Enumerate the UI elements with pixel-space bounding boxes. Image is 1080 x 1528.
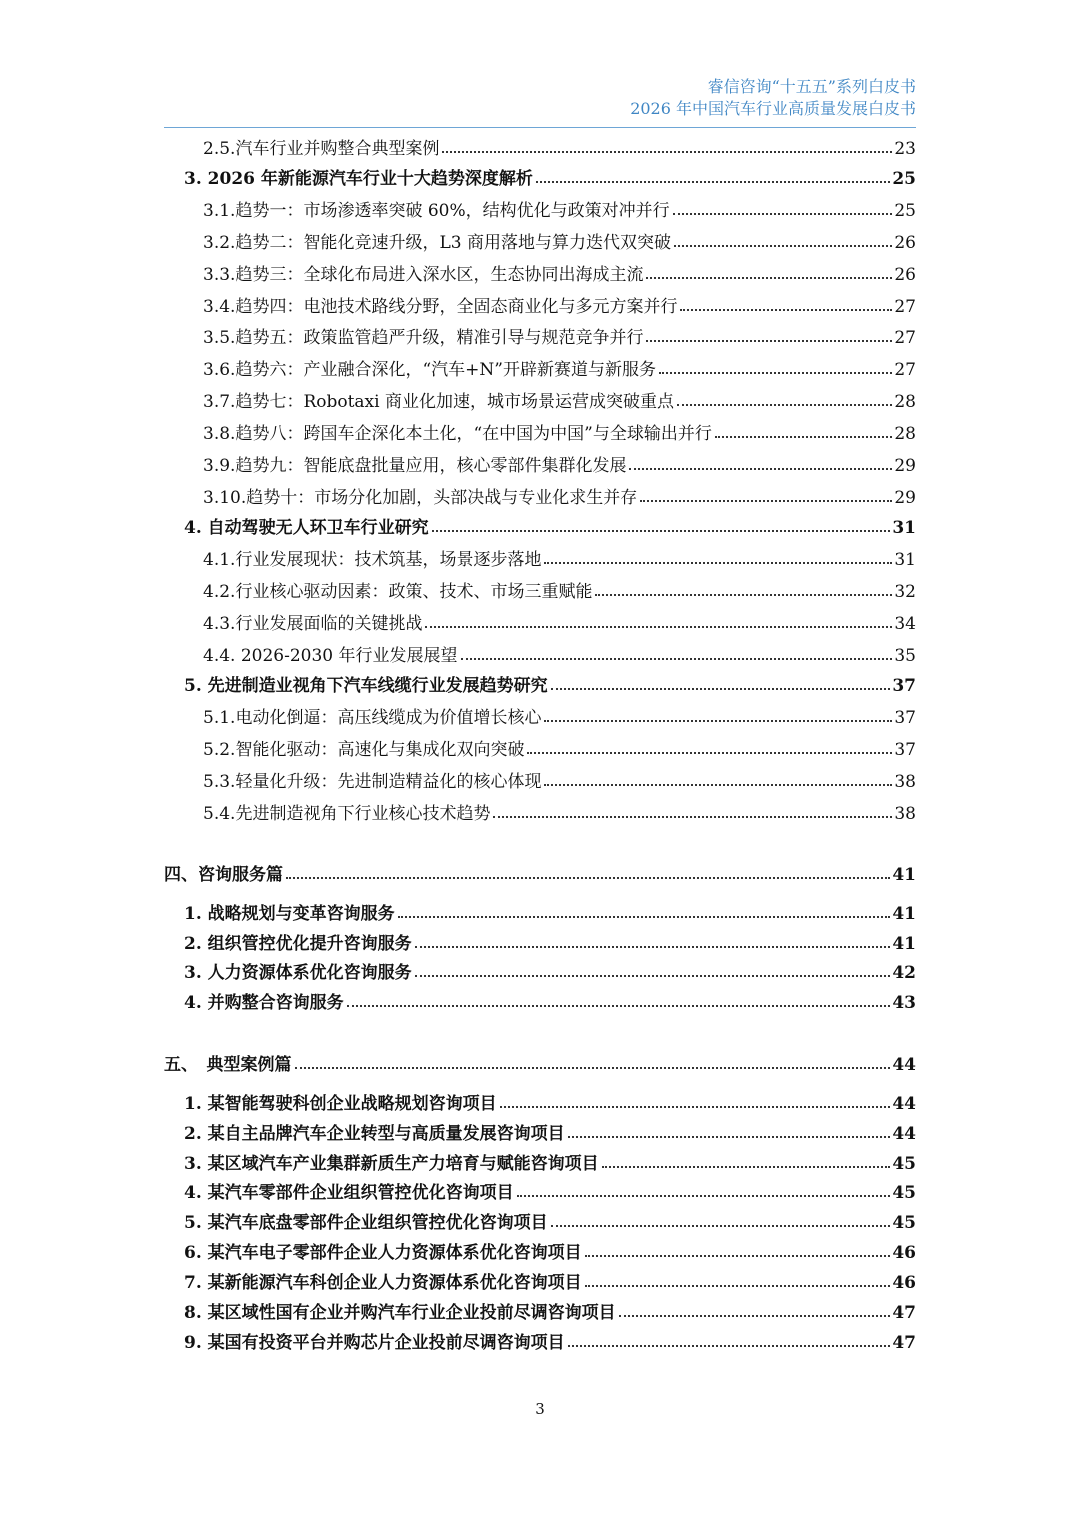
toc-entry[interactable] bbox=[203, 450, 916, 476]
header-rule bbox=[164, 127, 916, 128]
toc-dot-leader bbox=[415, 946, 891, 948]
toc-entry-page: 44 bbox=[892, 1124, 916, 1144]
toc-entry-page: 41 bbox=[892, 904, 916, 924]
toc-dot-leader bbox=[659, 372, 892, 374]
toc-entry-title: 3.5.趋势五：政策监管趋严升级，精准引导与规范竞争并行 bbox=[203, 328, 644, 348]
toc-entry-page: 47 bbox=[892, 1333, 916, 1353]
toc-dot-leader bbox=[442, 151, 892, 153]
toc-entry-page: 26 bbox=[894, 265, 916, 285]
toc-entry-page: 45 bbox=[892, 1213, 916, 1233]
toc-entry-title: 4. 自动驾驶无人环卫车行业研究 bbox=[184, 518, 429, 538]
toc-entry[interactable] bbox=[203, 766, 916, 792]
toc-entry-page: 45 bbox=[892, 1183, 916, 1203]
toc-entry[interactable] bbox=[184, 1327, 916, 1353]
toc-dot-leader bbox=[551, 688, 891, 690]
toc-dot-leader bbox=[286, 877, 890, 879]
toc-entry-page: 46 bbox=[892, 1243, 916, 1263]
toc-entry-title: 3.4.趋势四：电池技术路线分野，全固态商业化与多元方案并行 bbox=[203, 297, 678, 317]
toc-entry[interactable] bbox=[184, 957, 916, 983]
toc-entry[interactable] bbox=[203, 544, 916, 570]
toc-entry-title: 5. 某汽车底盘零部件企业组织管控优化咨询项目 bbox=[184, 1213, 548, 1233]
toc-entry-title: 5. 先进制造业视角下汽车线缆行业发展趋势研究 bbox=[184, 676, 548, 696]
toc-entry-page: 28 bbox=[894, 392, 916, 412]
toc-entry[interactable] bbox=[184, 512, 916, 538]
toc-entry-title: 3.2.趋势二：智能化竞速升级，L3 商用落地与算力迭代双突破 bbox=[203, 233, 671, 253]
toc-entry-page: 38 bbox=[894, 804, 916, 824]
toc-entry-page: 41 bbox=[892, 934, 916, 954]
toc-entry[interactable] bbox=[203, 608, 916, 634]
toc-entry-title: 3.9.趋势九：智能底盘批量应用，核心零部件集群化发展 bbox=[203, 456, 627, 476]
toc-entry[interactable] bbox=[203, 734, 916, 760]
toc-entry-page: 28 bbox=[894, 424, 916, 444]
toc-entry-page: 37 bbox=[892, 676, 916, 696]
toc-entry[interactable] bbox=[184, 1207, 916, 1233]
toc-dot-leader bbox=[673, 213, 893, 215]
toc-entry-page: 27 bbox=[894, 360, 916, 380]
toc-entry[interactable] bbox=[203, 259, 916, 285]
toc-dot-leader bbox=[568, 1345, 891, 1347]
toc-dot-leader bbox=[425, 626, 892, 628]
toc-entry[interactable] bbox=[203, 291, 916, 317]
toc-dot-leader bbox=[646, 277, 892, 279]
toc-dot-leader bbox=[398, 916, 891, 918]
toc-entry-title: 2. 某自主品牌汽车企业转型与高质量发展咨询项目 bbox=[184, 1124, 565, 1144]
toc-entry[interactable] bbox=[203, 418, 916, 444]
toc-entry[interactable] bbox=[184, 1267, 916, 1293]
toc-entry-title: 8. 某区域性国有企业并购汽车行业企业投前尽调咨询项目 bbox=[184, 1303, 616, 1323]
toc-dot-leader bbox=[602, 1166, 891, 1168]
toc-dot-leader bbox=[517, 1195, 891, 1197]
toc-entry-title: 3.3.趋势三：全球化布局进入深水区，生态协同出海成主流 bbox=[203, 265, 644, 285]
toc-entry[interactable] bbox=[184, 670, 916, 696]
toc-entry-page: 26 bbox=[894, 233, 916, 253]
toc-entry-title: 四、咨询服务篇 bbox=[164, 865, 283, 885]
toc-entry-page: 29 bbox=[894, 456, 916, 476]
toc-entry[interactable] bbox=[164, 859, 916, 885]
toc-entry[interactable] bbox=[203, 354, 916, 380]
toc-entry[interactable] bbox=[203, 322, 916, 348]
toc-entry-title: 3.8.趋势八：跨国车企深化本土化，“在中国为中国”与全球输出并行 bbox=[203, 424, 712, 444]
toc-dot-leader bbox=[347, 1005, 891, 1007]
toc-entry-title: 3. 某区域汽车产业集群新质生产力培育与赋能咨询项目 bbox=[184, 1154, 599, 1174]
toc-entry[interactable] bbox=[184, 1297, 916, 1323]
toc-entry-title: 1. 某智能驾驶科创企业战略规划咨询项目 bbox=[184, 1094, 497, 1114]
toc-entry-title: 3. 2026 年新能源汽车行业十大趋势深度解析 bbox=[184, 169, 533, 189]
toc-entry-page: 43 bbox=[892, 993, 916, 1013]
toc-entry-page: 45 bbox=[892, 1154, 916, 1174]
toc-entry-title: 4. 并购整合咨询服务 bbox=[184, 993, 344, 1013]
toc-entry-title: 4.3.行业发展面临的关键挑战 bbox=[203, 614, 423, 634]
toc-entry[interactable] bbox=[184, 1177, 916, 1203]
toc-dot-leader bbox=[500, 1106, 891, 1108]
toc-entry-page: 37 bbox=[894, 708, 916, 728]
toc-entry[interactable] bbox=[184, 163, 916, 189]
toc-entry-title: 3.7.趋势七：Robotaxi 商业化加速，城市场景运营成突破重点 bbox=[203, 392, 674, 412]
toc-entry[interactable] bbox=[184, 1148, 916, 1174]
toc-dot-leader bbox=[715, 436, 893, 438]
toc-entry-title: 五、 典型案例篇 bbox=[164, 1055, 292, 1075]
toc-dot-leader bbox=[493, 816, 892, 818]
toc-entry-page: 46 bbox=[892, 1273, 916, 1293]
toc-entry[interactable] bbox=[184, 898, 916, 924]
toc-entry[interactable] bbox=[184, 928, 916, 954]
toc-entry-title: 6. 某汽车电子零部件企业人力资源体系优化咨询项目 bbox=[184, 1243, 582, 1263]
toc-entry-title: 4. 某汽车零部件企业组织管控优化咨询项目 bbox=[184, 1183, 514, 1203]
toc-entry[interactable] bbox=[203, 576, 916, 602]
toc-dot-leader bbox=[629, 468, 892, 470]
toc-entry-title: 9. 某国有投资平台并购芯片企业投前尽调咨询项目 bbox=[184, 1333, 565, 1353]
toc-entry[interactable] bbox=[203, 482, 916, 508]
toc-entry-page: 25 bbox=[892, 169, 916, 189]
toc-dot-leader bbox=[640, 500, 892, 502]
toc-dot-leader bbox=[619, 1315, 891, 1317]
toc-dot-leader bbox=[595, 594, 892, 596]
toc-entry-page: 27 bbox=[894, 297, 916, 317]
toc-entry[interactable] bbox=[184, 1118, 916, 1144]
toc-dot-leader bbox=[544, 784, 892, 786]
header-report-title: 2026 年中国汽车行业高质量发展白皮书 bbox=[630, 99, 916, 118]
toc-dot-leader bbox=[568, 1136, 891, 1138]
toc-entry-title: 3. 人力资源体系优化咨询服务 bbox=[184, 963, 412, 983]
toc-entry-page: 38 bbox=[894, 772, 916, 792]
toc-entry-page: 29 bbox=[894, 488, 916, 508]
toc-entry-page: 47 bbox=[892, 1303, 916, 1323]
toc-entry[interactable] bbox=[203, 195, 916, 221]
page-number: 3 bbox=[535, 1400, 545, 1418]
toc-entry-page: 44 bbox=[892, 1055, 916, 1075]
toc-entry-title: 4.4. 2026-2030 年行业发展展望 bbox=[203, 646, 458, 666]
toc-dot-leader bbox=[544, 720, 892, 722]
toc-dot-leader bbox=[585, 1285, 891, 1287]
toc-dot-leader bbox=[674, 245, 892, 247]
toc-entry-title: 5.2.智能化驱动：高速化与集成化双向突破 bbox=[203, 740, 525, 760]
toc-entry-title: 3.1.趋势一：市场渗透率突破 60%，结构优化与政策对冲并行 bbox=[203, 201, 670, 221]
toc-entry-page: 31 bbox=[894, 550, 916, 570]
toc-entry[interactable] bbox=[203, 133, 916, 159]
toc-entry[interactable] bbox=[203, 227, 916, 253]
toc-dot-leader bbox=[551, 1225, 891, 1227]
toc-entry[interactable] bbox=[203, 386, 916, 412]
toc-entry-page: 25 bbox=[894, 201, 916, 221]
toc-dot-leader bbox=[415, 975, 891, 977]
toc-entry-page: 23 bbox=[894, 139, 916, 159]
toc-entry-page: 44 bbox=[892, 1094, 916, 1114]
toc-dot-leader bbox=[461, 658, 893, 660]
toc-entry-title: 5.1.电动化倒逼：高压线缆成为价值增长核心 bbox=[203, 708, 542, 728]
toc-dot-leader bbox=[585, 1255, 891, 1257]
toc-entry-title: 3.6.趋势六：产业融合深化，“汽车+N”开辟新赛道与新服务 bbox=[203, 360, 656, 380]
toc-entry-title: 2.5.汽车行业并购整合典型案例 bbox=[203, 139, 440, 159]
toc-entry-page: 32 bbox=[894, 582, 916, 602]
toc-dot-leader bbox=[544, 562, 892, 564]
toc-entry-title: 5.4.先进制造视角下行业核心技术趋势 bbox=[203, 804, 491, 824]
toc-dot-leader bbox=[536, 181, 890, 183]
toc-entry-page: 41 bbox=[892, 865, 916, 885]
toc-entry-page: 35 bbox=[894, 646, 916, 666]
toc-entry[interactable] bbox=[203, 640, 916, 666]
toc-dot-leader bbox=[677, 404, 892, 406]
toc-entry-page: 42 bbox=[892, 963, 916, 983]
toc-entry-title: 4.1.行业发展现状：技术筑基，场景逐步落地 bbox=[203, 550, 542, 570]
toc-entry-title: 5.3.轻量化升级：先进制造精益化的核心体现 bbox=[203, 772, 542, 792]
toc-dot-leader bbox=[646, 340, 892, 342]
toc-entry-page: 34 bbox=[894, 614, 916, 634]
toc-entry-title: 4.2.行业核心驱动因素：政策、技术、市场三重赋能 bbox=[203, 582, 593, 602]
toc-dot-leader bbox=[295, 1067, 891, 1069]
toc-entry-title: 2. 组织管控优化提升咨询服务 bbox=[184, 934, 412, 954]
toc-entry[interactable] bbox=[184, 987, 916, 1013]
toc-entry-title: 7. 某新能源汽车科创企业人力资源体系优化咨询项目 bbox=[184, 1273, 582, 1293]
toc-entry[interactable] bbox=[203, 798, 916, 824]
toc-dot-leader bbox=[680, 309, 892, 311]
toc-dot-leader bbox=[527, 752, 892, 754]
toc-entry-page: 37 bbox=[894, 740, 916, 760]
header-series-title: 睿信咨询“十五五”系列白皮书 bbox=[707, 77, 916, 96]
toc-entry[interactable] bbox=[164, 1049, 916, 1075]
toc-entry[interactable] bbox=[203, 702, 916, 728]
toc-entry-title: 3.10.趋势十：市场分化加剧，头部决战与专业化求生并存 bbox=[203, 488, 638, 508]
toc-entry-page: 27 bbox=[894, 328, 916, 348]
toc-entry[interactable] bbox=[184, 1088, 916, 1114]
running-header bbox=[630, 76, 916, 120]
toc-dot-leader bbox=[432, 530, 891, 532]
toc-entry[interactable] bbox=[184, 1237, 916, 1263]
toc-entry-page: 31 bbox=[892, 518, 916, 538]
toc-entry-title: 1. 战略规划与变革咨询服务 bbox=[184, 904, 395, 924]
